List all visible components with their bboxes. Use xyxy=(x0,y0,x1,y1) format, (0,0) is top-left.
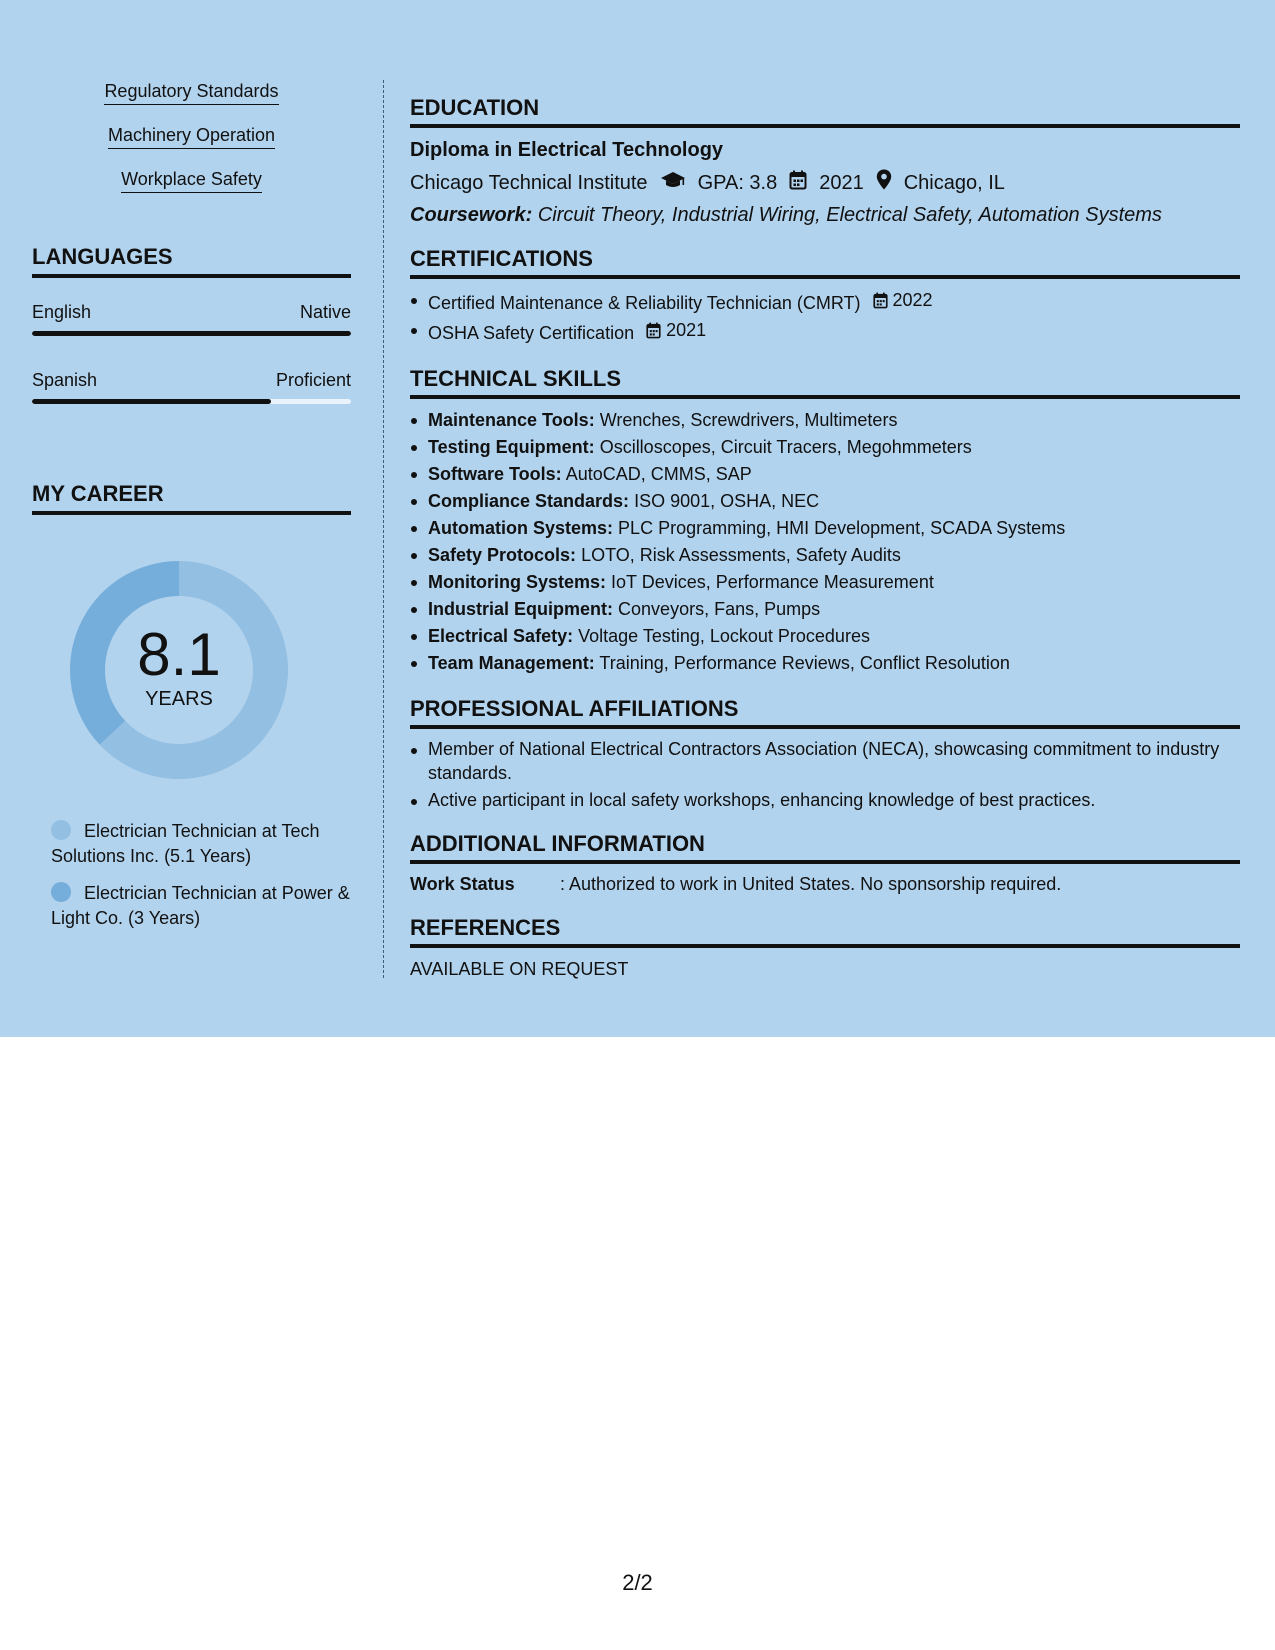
skill-item xyxy=(410,569,1240,596)
career-total: 8.1 xyxy=(137,621,221,688)
certification-name: Certified Maintenance & Reliability Technician (CMRT) xyxy=(428,293,861,313)
work-status-label: Work Status xyxy=(410,874,515,894)
language-row xyxy=(32,301,351,323)
additional-info-heading: ADDITIONAL INFORMATION xyxy=(410,830,1240,864)
certification-year: 2021 xyxy=(666,320,707,340)
language-bar-fill xyxy=(32,399,271,404)
school-name: Chicago Technical Institute xyxy=(410,171,648,194)
certification-date xyxy=(873,287,933,314)
education-section xyxy=(410,94,1240,227)
location-pin-icon xyxy=(876,169,892,196)
skill-item xyxy=(410,407,1240,434)
coursework xyxy=(410,203,1240,227)
languages-heading: LANGUAGES xyxy=(32,243,351,278)
certifications-heading: CERTIFICATIONS xyxy=(410,245,1240,279)
skill-label: Industrial Equipment: xyxy=(428,599,614,619)
career-legend-item xyxy=(51,819,351,869)
skill-value: LOTO, Risk Assessments, Safety Audits xyxy=(581,545,901,565)
skill-label: Team Management: xyxy=(428,653,595,673)
affiliations-list xyxy=(410,737,1240,812)
skill-label: Compliance Standards: xyxy=(428,491,630,511)
skill-value: Training, Performance Reviews, Conflict Resolution xyxy=(599,653,1010,673)
skill-value: Conveyors, Fans, Pumps xyxy=(618,599,821,619)
affiliations-heading: PROFESSIONAL AFFILIATIONS xyxy=(410,695,1240,729)
skill-value: PLC Programming, HMI Development, SCADA Systems xyxy=(618,518,1066,538)
legend-dot-icon xyxy=(51,882,71,902)
affiliation-item: Active participant in local safety workshops, enhancing knowledge of best practices. xyxy=(410,788,1240,812)
skill-tag: Machinery Operation xyxy=(108,124,275,149)
skill-value: AutoCAD, CMMS, SAP xyxy=(565,464,752,484)
skills-list xyxy=(410,407,1240,677)
graduation-year: 2021 xyxy=(819,171,864,194)
coursework-list: Circuit Theory, Industrial Wiring, Electrical Safety, Automation Systems xyxy=(537,204,1162,226)
school-location: Chicago, IL xyxy=(903,171,1005,194)
skill-item xyxy=(410,515,1240,542)
gpa: GPA: 3.8 xyxy=(697,171,778,194)
references-text: AVAILABLE ON REQUEST xyxy=(410,959,629,979)
skill-item xyxy=(410,434,1240,461)
skill-value: ISO 9001, OSHA, NEC xyxy=(634,491,820,511)
certification-item xyxy=(410,287,1240,317)
skill-label: Electrical Safety: xyxy=(428,626,574,646)
skill-label: Testing Equipment: xyxy=(428,437,595,457)
language-row xyxy=(32,369,351,391)
skill-label: Software Tools: xyxy=(428,464,562,484)
skill-item xyxy=(410,596,1240,623)
language-name: Spanish xyxy=(32,370,98,390)
graduation-cap-icon xyxy=(660,170,686,196)
certification-date xyxy=(646,317,706,344)
calendar-icon xyxy=(646,322,661,339)
skill-label: Monitoring Systems: xyxy=(428,572,607,592)
main-content xyxy=(410,94,1240,981)
skills-heading: TECHNICAL SKILLS xyxy=(410,365,1240,399)
skill-value: Wrenches, Screwdrivers, Multimeters xyxy=(599,410,898,430)
language-bar-fill xyxy=(32,331,351,336)
affiliation-item: Member of National Electrical Contractors Association (NECA), showcasing commitment to industry standards. xyxy=(410,737,1240,785)
coursework-label: Coursework: xyxy=(410,204,533,226)
skill-label: Safety Protocols: xyxy=(428,545,577,565)
degree-title: Diploma in Electrical Technology xyxy=(410,139,724,161)
education-meta xyxy=(410,169,1240,196)
skill-tag: Workplace Safety xyxy=(121,168,262,193)
certification-item xyxy=(410,317,1240,347)
legend-dot-icon xyxy=(51,820,71,840)
career-legend-text: Electrician Technician at Tech Solutions Inc. (5.1 Years) xyxy=(51,821,320,866)
work-status-value: : Authorized to work in United States. No sponsorship required. xyxy=(560,874,1062,894)
calendar-icon xyxy=(873,292,888,309)
references-section xyxy=(410,914,1240,981)
skill-tags xyxy=(32,80,351,193)
references-heading: REFERENCES xyxy=(410,914,1240,948)
certifications-list xyxy=(410,287,1240,347)
sidebar xyxy=(32,80,351,943)
language-level: Native xyxy=(299,302,351,322)
career-heading: MY CAREER xyxy=(32,480,351,515)
additional-info-section xyxy=(410,830,1240,896)
career-legend xyxy=(51,819,351,931)
skill-label: Maintenance Tools: xyxy=(428,410,595,430)
skill-item xyxy=(410,650,1240,677)
skill-item xyxy=(410,623,1240,650)
language-bar xyxy=(32,399,351,404)
language-level: Proficient xyxy=(275,370,351,390)
skill-label: Automation Systems: xyxy=(428,518,614,538)
skill-item xyxy=(410,488,1240,515)
certification-name: OSHA Safety Certification xyxy=(428,323,635,343)
calendar-icon xyxy=(789,170,807,196)
skill-tag: Regulatory Standards xyxy=(104,80,278,105)
skill-value: Voltage Testing, Lockout Procedures xyxy=(578,626,870,646)
skill-item xyxy=(410,542,1240,569)
skill-value: IoT Devices, Performance Measurement xyxy=(611,572,934,592)
career-legend-item xyxy=(51,881,351,931)
language-bar xyxy=(32,331,351,336)
column-divider xyxy=(383,80,384,978)
language-name: English xyxy=(32,302,92,322)
work-status-row xyxy=(410,872,1240,896)
career-unit: YEARS xyxy=(145,688,213,710)
career-donut-chart xyxy=(67,558,291,782)
certifications-section xyxy=(410,245,1240,347)
skill-item xyxy=(410,461,1240,488)
donut-center xyxy=(67,558,291,782)
education-heading: EDUCATION xyxy=(410,94,1240,128)
skill-value: Oscilloscopes, Circuit Tracers, Megohmmeters xyxy=(599,437,972,457)
affiliations-section xyxy=(410,695,1240,812)
page-number: 2/2 xyxy=(622,1570,653,1595)
career-legend-text: Electrician Technician at Power & Light Co. (3 Years) xyxy=(51,883,350,928)
certification-year: 2022 xyxy=(892,290,933,310)
skills-section xyxy=(410,365,1240,677)
